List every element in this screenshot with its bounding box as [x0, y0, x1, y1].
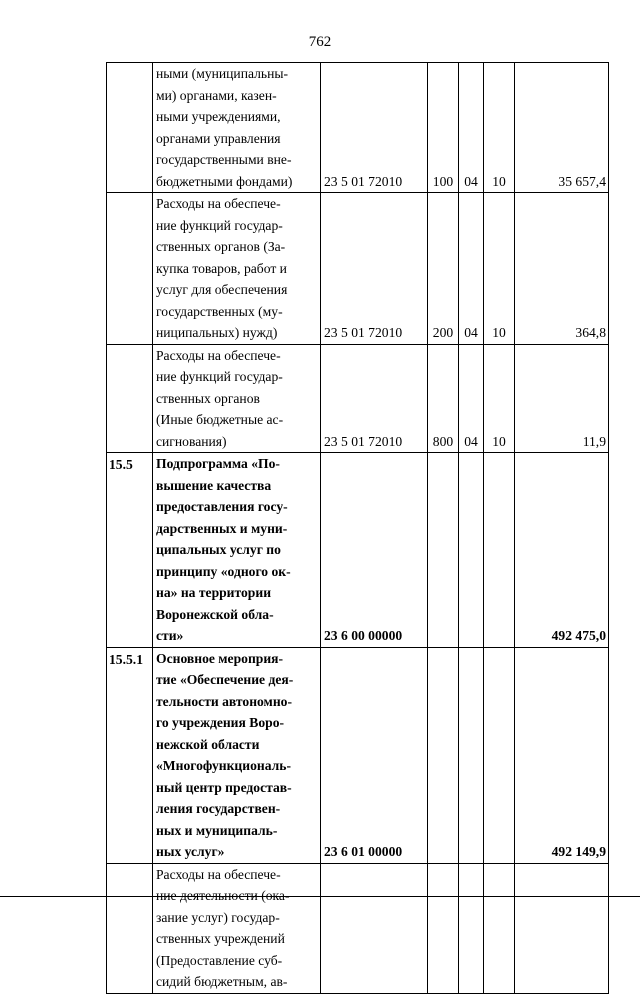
target-code-cell: 23 5 01 72010: [321, 63, 428, 193]
row-name-cell: [153, 453, 321, 648]
table-row: [107, 63, 609, 193]
subsection-cell: 10: [484, 193, 515, 345]
name-line: зание услуг) государ-: [156, 909, 280, 925]
name-line: ный центр предостав-: [156, 779, 292, 795]
row-number-cell: [107, 193, 153, 345]
section-cell: 04: [459, 63, 484, 193]
table-row: [107, 453, 609, 648]
target-code-cell: 23 5 01 72010: [321, 193, 428, 345]
name-line: ственных учреждений: [156, 931, 285, 946]
subsection-cell: 10: [484, 63, 515, 193]
name-line: бюджетными фондами): [156, 173, 293, 189]
name-line: ными (муниципальны-: [156, 66, 289, 81]
target-code-cell: 23 5 01 72010: [321, 344, 428, 453]
target-code-cell: 23 6 00 00000: [321, 453, 428, 648]
name-line: (Предоставление суб-: [156, 952, 283, 968]
name-line: ления государствен-: [156, 801, 281, 816]
name-line: «Многофункциональ-: [156, 758, 291, 773]
name-line: ми) органами, казен-: [156, 87, 277, 103]
name-line: Подпрограмма «По-: [156, 456, 280, 471]
name-line: Основное мероприя-: [156, 650, 284, 666]
table-row: [107, 193, 609, 345]
subsection-cell: [484, 453, 515, 648]
name-line: ние функций государ-: [156, 369, 283, 384]
page-number: 762: [308, 34, 332, 50]
name-line: ципальных услуг по: [156, 542, 281, 557]
name-line: (Иные бюджетные ас-: [156, 412, 284, 427]
table-row: [107, 647, 609, 863]
expense-type-cell: 200: [428, 193, 459, 345]
row-name-cell: [153, 647, 321, 863]
name-line: государственными вне-: [156, 152, 292, 167]
row-number-cell: 15.5.1: [107, 647, 153, 863]
section-cell: [459, 863, 484, 993]
name-line: сигнования): [156, 433, 227, 449]
name-line: дарственных и муни-: [156, 520, 288, 536]
subsection-cell: 10: [484, 344, 515, 453]
name-line: на» на территории: [156, 585, 272, 600]
row-name-cell: [153, 863, 321, 993]
section-cell: 04: [459, 344, 484, 453]
name-line: сти»: [156, 628, 184, 643]
section-cell: 04: [459, 193, 484, 345]
name-line: ственных органов: [156, 390, 260, 406]
name-line: го учреждения Воро-: [156, 715, 285, 730]
name-line: Расходы на обеспече-: [156, 196, 281, 211]
bottom-rule: [0, 896, 640, 897]
name-line: Воронежской обла-: [156, 606, 274, 622]
expense-type-cell: [428, 647, 459, 863]
name-line: ственных органов (За-: [156, 239, 286, 254]
subsection-cell: [484, 647, 515, 863]
amount-cell: 35 657,4: [515, 63, 609, 193]
row-name-cell: [153, 63, 321, 193]
name-line: ние деятельности (ока-: [156, 888, 290, 903]
budget-table-body: [107, 63, 609, 994]
name-line: Расходы на обеспече-: [156, 866, 281, 882]
amount-cell: 364,8: [515, 193, 609, 345]
row-number-cell: [107, 344, 153, 453]
row-name-cell: [153, 344, 321, 453]
name-line: принципу «одного ок-: [156, 563, 291, 579]
expense-type-cell: [428, 453, 459, 648]
name-line: тие «Обеспечение дея-: [156, 672, 294, 687]
name-line: купка товаров, работ и: [156, 260, 287, 276]
name-line: ние функций государ-: [156, 217, 283, 233]
amount-cell: [515, 863, 609, 993]
name-line: вышение качества: [156, 477, 272, 493]
table-row: [107, 863, 609, 993]
table-row: [107, 344, 609, 453]
name-line: ниципальных) нужд): [156, 325, 278, 340]
name-line: нежской области: [156, 736, 260, 752]
name-line: ными учреждениями,: [156, 109, 281, 124]
name-line: государственных (му-: [156, 303, 283, 319]
budget-table: [106, 62, 609, 994]
expense-type-cell: [428, 863, 459, 993]
section-cell: [459, 647, 484, 863]
amount-cell: 492 475,0: [515, 453, 609, 648]
row-name-cell: [153, 193, 321, 345]
name-line: сидий бюджетным, ав-: [156, 974, 288, 989]
name-line: Расходы на обеспече-: [156, 347, 281, 363]
name-line: ных услуг»: [156, 844, 225, 859]
section-cell: [459, 453, 484, 648]
amount-cell: 11,9: [515, 344, 609, 453]
name-line: услуг для обеспечения: [156, 282, 288, 297]
target-code-cell: 23 6 01 00000: [321, 647, 428, 863]
expense-type-cell: 800: [428, 344, 459, 453]
name-line: тельности автономно-: [156, 693, 292, 709]
name-line: ных и муниципаль-: [156, 822, 278, 838]
expense-type-cell: 100: [428, 63, 459, 193]
row-number-cell: [107, 63, 153, 193]
subsection-cell: [484, 863, 515, 993]
name-line: предоставления госу-: [156, 499, 288, 514]
name-line: органами управления: [156, 130, 281, 146]
amount-cell: 492 149,9: [515, 647, 609, 863]
row-number-cell: 15.5: [107, 453, 153, 648]
row-number-cell: [107, 863, 153, 993]
target-code-cell: [321, 863, 428, 993]
